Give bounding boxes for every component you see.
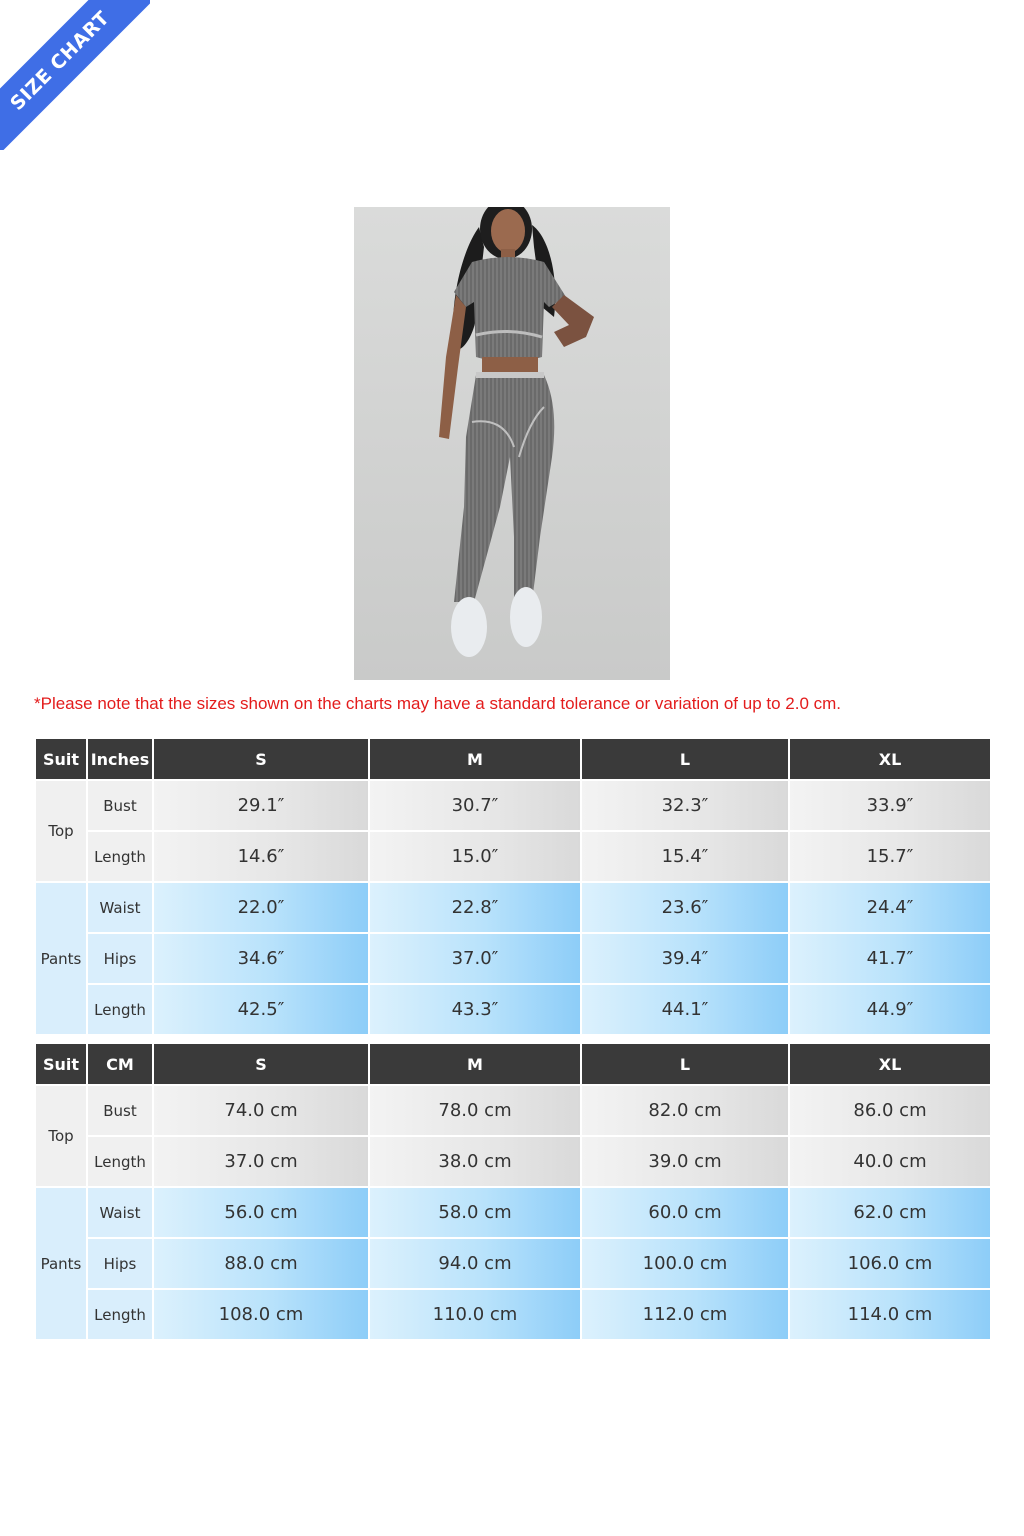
row-label: Bust xyxy=(87,780,153,831)
group-label-pants: Pants xyxy=(35,1187,87,1340)
header-unit: CM xyxy=(87,1043,153,1085)
group-label-pants: Pants xyxy=(35,882,87,1035)
row-label: Length xyxy=(87,1136,153,1187)
table-cell: 33.9″ xyxy=(789,780,991,831)
product-photo xyxy=(354,207,670,680)
table-cell: 41.7″ xyxy=(789,933,991,984)
row-label: Bust xyxy=(87,1085,153,1136)
table-cell: 39.0 cm xyxy=(581,1136,789,1187)
tolerance-note: *Please note that the sizes shown on the charts may have a standard tolerance or variation of up to 2.0 cm. xyxy=(34,694,842,713)
table-header-row xyxy=(35,738,991,780)
header-size-m: M xyxy=(369,1043,581,1085)
table-row xyxy=(35,831,991,882)
header-size-s: S xyxy=(153,1043,369,1085)
table-cell: 30.7″ xyxy=(369,780,581,831)
group-label-top: Top xyxy=(35,780,87,882)
table-cell: 60.0 cm xyxy=(581,1187,789,1238)
row-label: Waist xyxy=(87,1187,153,1238)
table-cell: 44.1″ xyxy=(581,984,789,1035)
table-cell: 82.0 cm xyxy=(581,1085,789,1136)
row-label: Length xyxy=(87,984,153,1035)
table-cell: 108.0 cm xyxy=(153,1289,369,1340)
table-cell: 29.1″ xyxy=(153,780,369,831)
row-label: Length xyxy=(87,1289,153,1340)
model-illustration-icon xyxy=(354,207,670,680)
header-size-m: M xyxy=(369,738,581,780)
table-header-row xyxy=(35,1043,991,1085)
group-label-top: Top xyxy=(35,1085,87,1187)
table-cell: 32.3″ xyxy=(581,780,789,831)
table-cell: 88.0 cm xyxy=(153,1238,369,1289)
table-row xyxy=(35,1136,991,1187)
table-row xyxy=(35,882,991,933)
table-cell: 37.0 cm xyxy=(153,1136,369,1187)
table-cell: 86.0 cm xyxy=(789,1085,991,1136)
size-table-inches xyxy=(34,737,992,1036)
table-cell: 94.0 cm xyxy=(369,1238,581,1289)
header-size-l: L xyxy=(581,1043,789,1085)
header-suit: Suit xyxy=(35,1043,87,1085)
header-size-s: S xyxy=(153,738,369,780)
table-cell: 43.3″ xyxy=(369,984,581,1035)
header-size-xl: XL xyxy=(789,1043,991,1085)
table-cell: 15.4″ xyxy=(581,831,789,882)
header-size-l: L xyxy=(581,738,789,780)
table-cell: 38.0 cm xyxy=(369,1136,581,1187)
size-chart-ribbon xyxy=(0,0,150,150)
size-chart-ribbon-label: SIZE CHART xyxy=(0,0,150,150)
table-cell: 110.0 cm xyxy=(369,1289,581,1340)
size-table-cm xyxy=(34,1042,992,1341)
header-size-xl: XL xyxy=(789,738,991,780)
table-cell: 100.0 cm xyxy=(581,1238,789,1289)
table-cell: 74.0 cm xyxy=(153,1085,369,1136)
row-label: Hips xyxy=(87,933,153,984)
row-label: Waist xyxy=(87,882,153,933)
table-cell: 34.6″ xyxy=(153,933,369,984)
table-cell: 58.0 cm xyxy=(369,1187,581,1238)
table-cell: 78.0 cm xyxy=(369,1085,581,1136)
table-cell: 37.0″ xyxy=(369,933,581,984)
table-cell: 44.9″ xyxy=(789,984,991,1035)
table-cell: 39.4″ xyxy=(581,933,789,984)
table-row xyxy=(35,780,991,831)
header-suit: Suit xyxy=(35,738,87,780)
table-cell: 42.5″ xyxy=(153,984,369,1035)
table-row xyxy=(35,984,991,1035)
table-row xyxy=(35,1289,991,1340)
table-row xyxy=(35,1238,991,1289)
table-cell: 24.4″ xyxy=(789,882,991,933)
table-row xyxy=(35,933,991,984)
table-cell: 15.0″ xyxy=(369,831,581,882)
table-cell: 22.0″ xyxy=(153,882,369,933)
table-cell: 114.0 cm xyxy=(789,1289,991,1340)
row-label: Hips xyxy=(87,1238,153,1289)
table-cell: 106.0 cm xyxy=(789,1238,991,1289)
table-cell: 62.0 cm xyxy=(789,1187,991,1238)
table-cell: 56.0 cm xyxy=(153,1187,369,1238)
header-unit: Inches xyxy=(87,738,153,780)
table-row xyxy=(35,1085,991,1136)
table-cell: 14.6″ xyxy=(153,831,369,882)
table-cell: 22.8″ xyxy=(369,882,581,933)
table-cell: 15.7″ xyxy=(789,831,991,882)
row-label: Length xyxy=(87,831,153,882)
table-cell: 23.6″ xyxy=(581,882,789,933)
table-cell: 112.0 cm xyxy=(581,1289,789,1340)
table-cell: 40.0 cm xyxy=(789,1136,991,1187)
table-row xyxy=(35,1187,991,1238)
